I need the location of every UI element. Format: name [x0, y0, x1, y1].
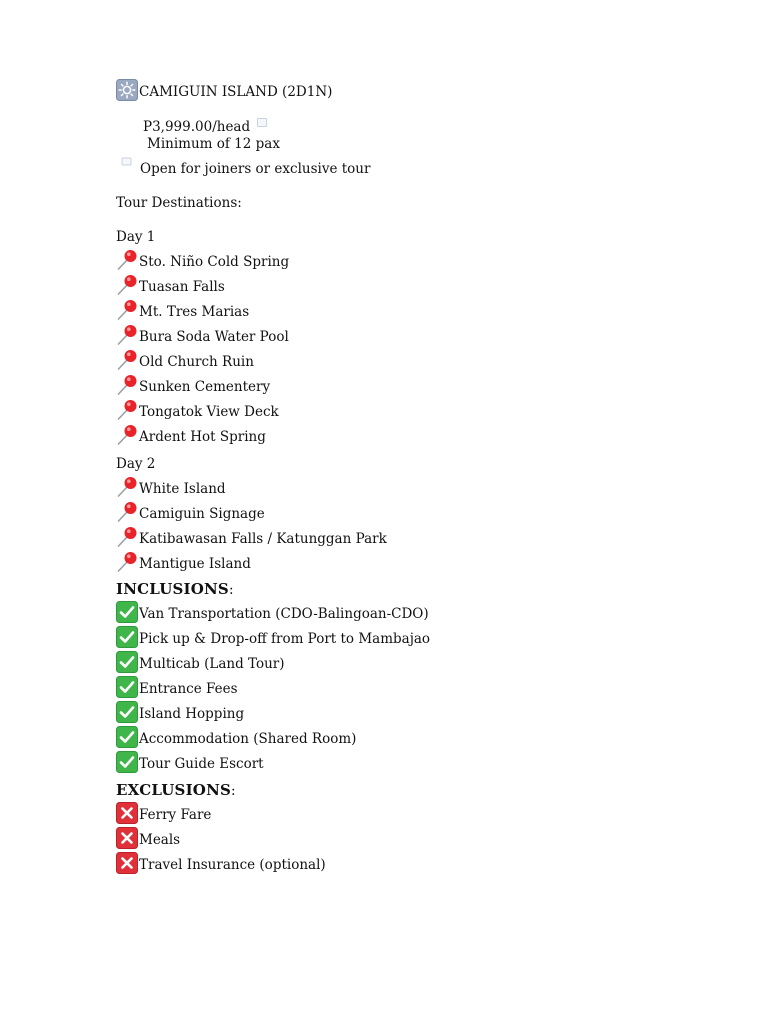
destination-item-text: White Island [139, 481, 226, 497]
placeholder-glyph-icon [257, 118, 267, 127]
destination-item-text: Camiguin Signage [139, 506, 265, 522]
inclusions-heading: INCLUSIONS: [116, 580, 234, 598]
round-pushpin-icon [116, 526, 138, 548]
exclusion-item [116, 799, 676, 824]
exclusion-item [116, 849, 676, 874]
inclusion-item [116, 723, 676, 748]
inclusion-item [116, 698, 676, 723]
day2-label: Day 2 [116, 456, 156, 472]
title-row [116, 76, 676, 101]
price-row [116, 116, 676, 136]
inclusion-item [116, 673, 676, 698]
round-pushpin-icon [116, 299, 138, 321]
inclusion-item-text: Island Hopping [139, 706, 245, 722]
day1-destination-list [116, 246, 676, 446]
destination-item-text: Sunken Cementery [139, 379, 271, 395]
tour-title: CAMIGUIN ISLAND (2D1N) [139, 84, 333, 100]
exclusions-heading: EXCLUSIONS: [116, 781, 236, 799]
round-pushpin-icon [116, 324, 138, 346]
round-pushpin-icon [116, 399, 138, 421]
destination-item-text: Old Church Ruin [139, 354, 254, 370]
destinations-label: Tour Destinations: [116, 195, 242, 211]
tour-flyer [116, 76, 676, 874]
exclusion-item-text: Ferry Fare [139, 807, 212, 823]
placeholder-glyph-icon [116, 156, 139, 178]
round-pushpin-icon [116, 374, 138, 396]
destination-item [116, 396, 676, 421]
green-check-mark-icon [116, 701, 138, 723]
inclusion-item [116, 598, 676, 623]
minimum-pax: Minimum of 12 pax [147, 136, 280, 152]
destination-item [116, 246, 676, 271]
red-cross-mark-icon [116, 852, 138, 874]
inclusion-item-text: Entrance Fees [139, 681, 238, 697]
destination-item [116, 421, 676, 446]
round-pushpin-icon [116, 551, 138, 573]
inclusion-item-text: Van Transportation (CDO-Balingoan-CDO) [139, 606, 429, 622]
destination-item [116, 346, 676, 371]
round-pushpin-icon [116, 476, 138, 498]
destination-item-text: Tongatok View Deck [139, 404, 279, 420]
exclusions-heading-text: EXCLUSIONS [116, 781, 232, 799]
exclusion-item-text: Meals [139, 832, 181, 848]
destination-item [116, 271, 676, 296]
green-check-mark-icon [116, 651, 138, 673]
availability-row [116, 153, 676, 178]
destination-item-text: Ardent Hot Spring [139, 429, 266, 445]
red-cross-mark-icon [116, 827, 138, 849]
green-check-mark-icon [116, 626, 138, 648]
destination-item [116, 498, 676, 523]
round-pushpin-icon [116, 349, 138, 371]
inclusions-list [116, 598, 676, 773]
destination-item [116, 371, 676, 396]
sun-icon [116, 79, 138, 101]
round-pushpin-icon [116, 249, 138, 271]
green-check-mark-icon [116, 601, 138, 623]
inclusion-item [116, 748, 676, 773]
exclusions-list [116, 799, 676, 874]
tour-price: P3,999.00/head [143, 119, 251, 135]
inclusions-heading-row [116, 573, 676, 598]
red-cross-mark-icon [116, 802, 138, 824]
destination-item-text: Katibawasan Falls / Katunggan Park [139, 531, 387, 547]
day2-destination-list [116, 473, 676, 573]
destination-item-text: Mt. Tres Marias [139, 304, 250, 320]
inclusion-item-text: Multicab (Land Tour) [139, 656, 285, 672]
destination-item [116, 473, 676, 498]
inclusion-item [116, 623, 676, 648]
green-check-mark-icon [116, 751, 138, 773]
exclusion-item-text: Travel Insurance (optional) [139, 857, 326, 873]
green-check-mark-icon [116, 676, 138, 698]
inclusion-item [116, 648, 676, 673]
inclusions-heading-text: INCLUSIONS [116, 580, 229, 598]
inclusion-item-text: Pick up & Drop-off from Port to Mambajao [139, 631, 431, 647]
day1-label: Day 1 [116, 229, 156, 245]
round-pushpin-icon [116, 274, 138, 296]
round-pushpin-icon [116, 424, 138, 446]
destination-item-text: Sto. Niño Cold Spring [139, 254, 290, 270]
destination-item [116, 321, 676, 346]
round-pushpin-icon [116, 501, 138, 523]
exclusions-heading-row [116, 773, 676, 799]
destination-item [116, 523, 676, 548]
green-check-mark-icon [116, 726, 138, 748]
destination-item-text: Bura Soda Water Pool [139, 329, 289, 345]
inclusion-item-text: Accommodation (Shared Room) [139, 731, 357, 747]
minimum-row [116, 136, 676, 153]
destination-item-text: Tuasan Falls [139, 279, 225, 295]
destination-item [116, 296, 676, 321]
destination-item [116, 548, 676, 573]
inclusion-item-text: Tour Guide Escort [139, 756, 264, 772]
availability-text: Open for joiners or exclusive tour [140, 161, 371, 177]
destination-item-text: Mantigue Island [139, 556, 251, 572]
exclusion-item [116, 824, 676, 849]
